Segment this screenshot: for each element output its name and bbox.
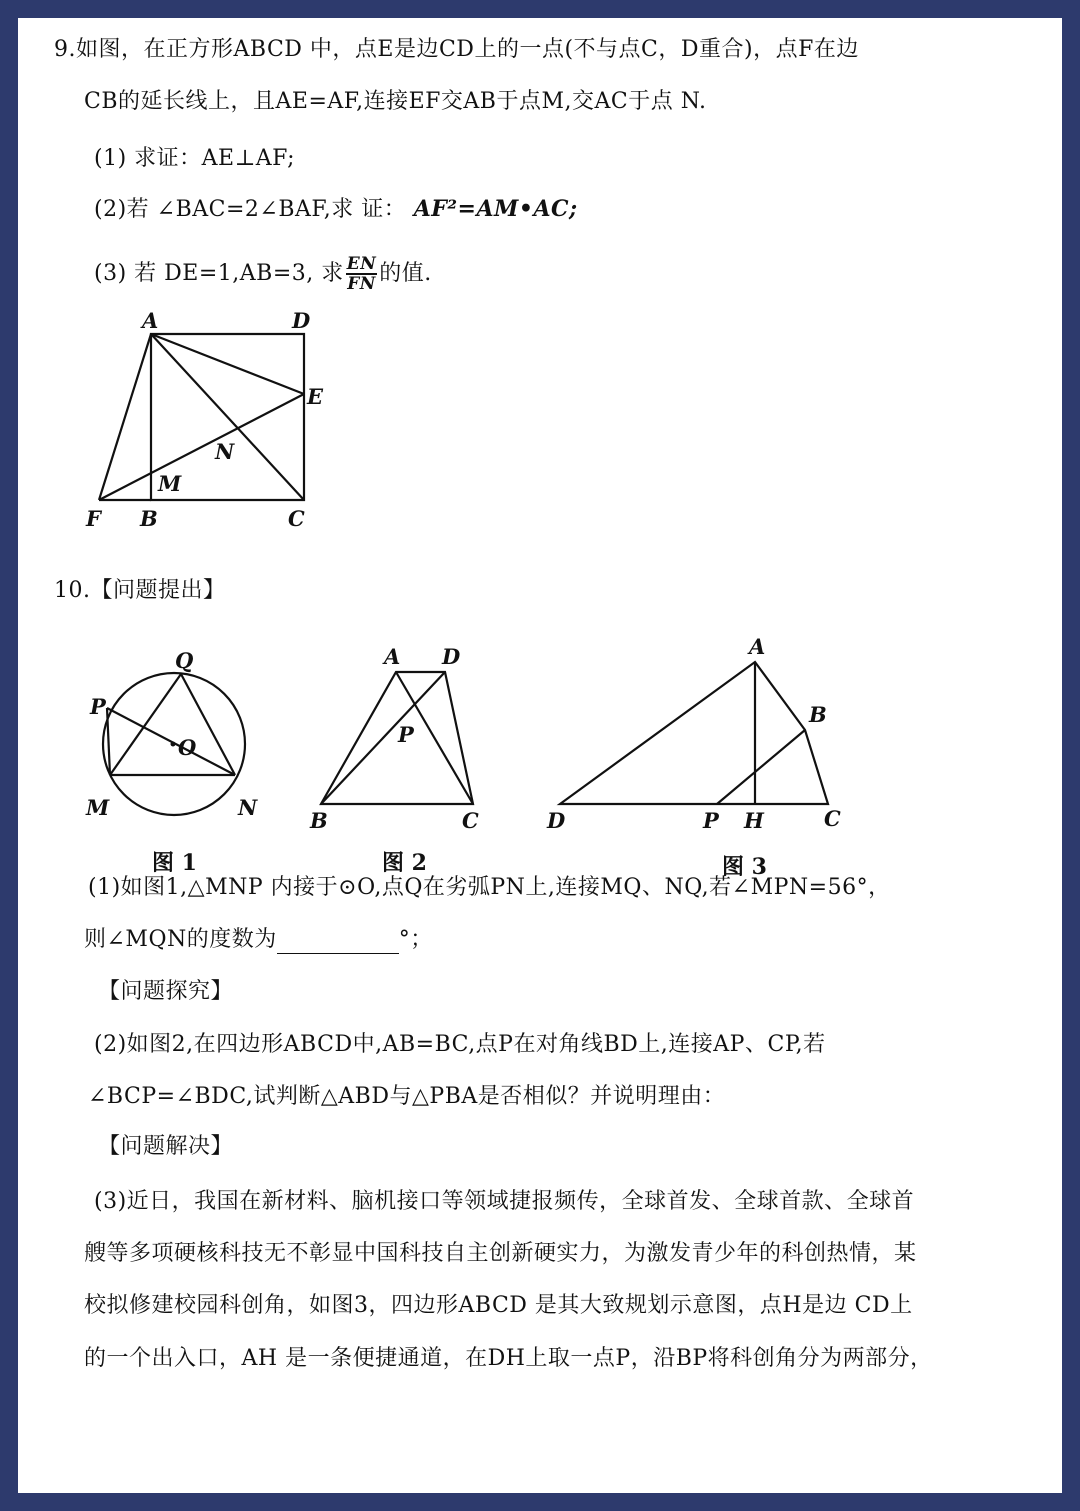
q10-part-3-line-1: (3)近日，我国在新材料、脑机接口等领域捷报频传，全球首发、全球首款、全球首 — [94, 1189, 915, 1214]
quadrilateral-abcd — [321, 672, 473, 804]
q10-figure-3 — [543, 618, 863, 880]
q10-figure-2 — [298, 628, 508, 876]
label-d: D — [442, 644, 461, 669]
label-n: N — [215, 439, 235, 464]
explore-heading: 【问题探究】 — [98, 979, 234, 1004]
q10-part-3-line-2: 艘等多项硬核科技无不彰显中国科技自主创新硬实力，为激发青少年的科创热情，某 — [84, 1241, 917, 1266]
label-d: D — [292, 308, 311, 333]
fraction-numerator: EN — [346, 254, 377, 274]
label-p: P — [398, 722, 414, 747]
segment-bp — [717, 730, 805, 804]
q9-part-3-tail: 的值. — [379, 261, 432, 286]
q10-part-1-line-2 — [84, 926, 433, 954]
label-p: P — [703, 808, 719, 833]
q9-square-figure — [78, 306, 358, 531]
q10-part-1-line-1: (1)如图1,△MNP 内接于⊙O,点Q在劣弧PN上,连接MQ、NQ,若∠MPN=56°， — [88, 875, 891, 900]
label-m: M — [86, 795, 110, 820]
label-b: B — [140, 506, 158, 531]
q9-part-2-text: (2)若 ∠BAC=2∠BAF,求 证： — [94, 197, 407, 222]
segment-ae — [151, 334, 304, 394]
caption-figure-2: 图 2 — [382, 850, 427, 876]
worksheet-page — [18, 18, 1062, 1493]
segment-pn — [107, 708, 235, 775]
q10-title: 10.【问题提出】 — [54, 578, 226, 603]
label-h: H — [744, 808, 764, 833]
q10-part-3-line-3: 校拟修建校园科创角，如图3，四边形ABCD 是其大致规划示意图，点H是边 CD上 — [84, 1293, 913, 1318]
q10-part-1-prefix: 则∠MQN的度数为 — [84, 927, 277, 952]
label-a: A — [142, 308, 159, 333]
label-o: O — [178, 735, 197, 760]
label-m: M — [158, 471, 182, 496]
label-a: A — [384, 644, 401, 669]
label-a: A — [749, 634, 766, 659]
answer-blank — [277, 931, 399, 954]
q9-fraction — [346, 255, 378, 293]
label-c: C — [824, 806, 841, 831]
q9-part-1: (1) 求证：AE⊥AF; — [94, 146, 296, 171]
caption-figure-3: 图 3 — [722, 854, 767, 880]
caption-figure-1: 图 1 — [152, 850, 197, 876]
quadrilateral-abcd — [560, 662, 828, 804]
label-n: N — [238, 795, 258, 820]
diagonal-bd — [321, 672, 445, 804]
q10-part-1-suffix: °； — [398, 927, 433, 952]
segment-pm — [107, 708, 110, 775]
solve-heading: 【问题解决】 — [98, 1134, 234, 1159]
label-f: F — [86, 506, 101, 531]
q9-line-2: CB的延长线上，且AE=AF,连接EF交AB于点M,交AC于点 N. — [84, 89, 707, 114]
q10-part-2-line-2: ∠BCP=∠BDC,试判断△ABD与△PBA是否相似？并说明理由： — [88, 1084, 726, 1109]
label-c: C — [462, 808, 479, 833]
label-b: B — [310, 808, 328, 833]
segment-mq — [110, 674, 181, 775]
q10-part-2-line-1: (2)如图2,在四边形ABCD中,AB=BC,点P在对角线BD上,连接AP、CP,若 — [94, 1032, 826, 1057]
label-q: Q — [175, 648, 194, 673]
q9-line-1: 9.如图，在正方形ABCD 中，点E是边CD上的一点(不与点C，D重合)，点F在边 — [54, 37, 859, 62]
label-b: B — [809, 702, 827, 727]
q9-part-2-formula: AF²=AM•AC; — [413, 196, 578, 222]
segment-af — [99, 334, 151, 500]
label-d: D — [547, 808, 566, 833]
label-c: C — [288, 506, 305, 531]
q10-part-3-line-4: 的一个出入口，AH 是一条便捷通道，在DH上取一点P，沿BP将科创角分为两部分， — [84, 1346, 933, 1371]
label-e: E — [307, 384, 324, 409]
center-dot — [171, 742, 176, 747]
q9-part-3-text: (3) 若 DE=1,AB=3, 求 — [94, 261, 344, 286]
q9-part-2 — [94, 195, 578, 224]
segment-fe — [99, 394, 304, 500]
label-p: P — [90, 694, 106, 719]
fraction-denominator: FN — [347, 274, 376, 294]
q9-part-3 — [94, 255, 432, 293]
q10-figure-1 — [80, 630, 280, 876]
